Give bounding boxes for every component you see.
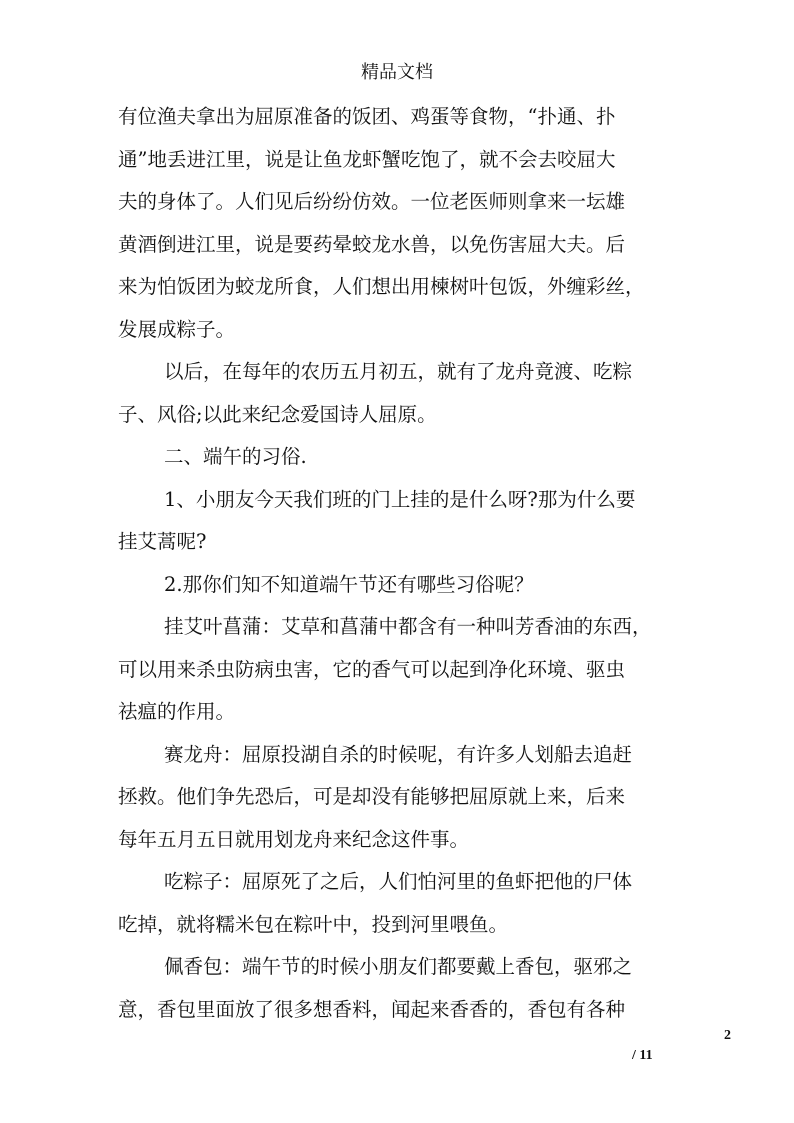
body-line: 可以用来杀虫防病虫害，它的香气可以起到净化环境、驱虫 (118, 657, 626, 681)
body-line: 祛瘟的作用。 (118, 700, 236, 723)
body-line: 来为怕饭团为蛟龙所食，人们想出用楝树叶包饭，外缠彩丝， (118, 275, 645, 298)
page-total: / 11 (632, 1048, 653, 1063)
question-line: 1、小朋友今天我们班的门上挂的是什么呀?那为什么要 (164, 487, 636, 511)
body-line: 夫的身体了。人们见后纷纷仿效。一位老医师则拿来一坛雄 (118, 190, 626, 213)
body-line: 意，香包里面放了很多想香料，闻起来香香的，香包有各种 (118, 997, 626, 1021)
body-line: 有位渔夫拿出为屈原准备的饭团、鸡蛋等食物，“扑通、扑 (118, 105, 616, 128)
body-line: 子、风俗;以此来纪念爱国诗人屈原。 (118, 402, 437, 426)
section-heading: 二、端午的习俗. (164, 445, 307, 468)
document-body (118, 96, 678, 1031)
body-line: 黄酒倒进江里，说是要药晕蛟龙水兽，以免伤害屈大夫。后 (118, 232, 626, 256)
body-line: 发展成粽子。 (118, 317, 236, 341)
custom-paragraph-start: 佩香包：端午节的时候小朋友们都要戴上香包，驱邪之 (164, 955, 633, 978)
custom-paragraph-start: 吃粽子：屈原死了之后，人们怕河里的鱼虾把他的尸体 (164, 870, 633, 893)
page-header-title: 精品文档 (361, 62, 433, 83)
body-line: 拯救。他们争先恐后，可是却没有能够把屈原就上来，后来 (118, 785, 626, 808)
page-number: 2 (724, 1028, 731, 1043)
body-line: 吃掉，就将糯米包在粽叶中，投到河里喂鱼。 (118, 912, 509, 936)
body-line: 挂艾蒿呢? (118, 530, 207, 553)
custom-paragraph-start: 赛龙舟：屈原投湖自杀的时候呢，有许多人划船去追赶 (164, 742, 633, 766)
question-line: 2.那你们知不知道端午节还有哪些习俗呢？ (164, 572, 534, 596)
body-line: 每年五月五日就用划龙舟来纪念这件事。 (118, 827, 470, 851)
custom-paragraph-start: 挂艾叶菖蒲：艾草和菖蒲中都含有一种叫芳香油的东西， (164, 615, 652, 638)
paragraph-start-line: 以后，在每年的农历五月初五，就有了龙舟竟渡、吃粽 (164, 360, 633, 383)
body-line: 通”地丢进江里，说是让鱼龙虾蟹吃饱了，就不会去咬屈大 (118, 147, 616, 171)
